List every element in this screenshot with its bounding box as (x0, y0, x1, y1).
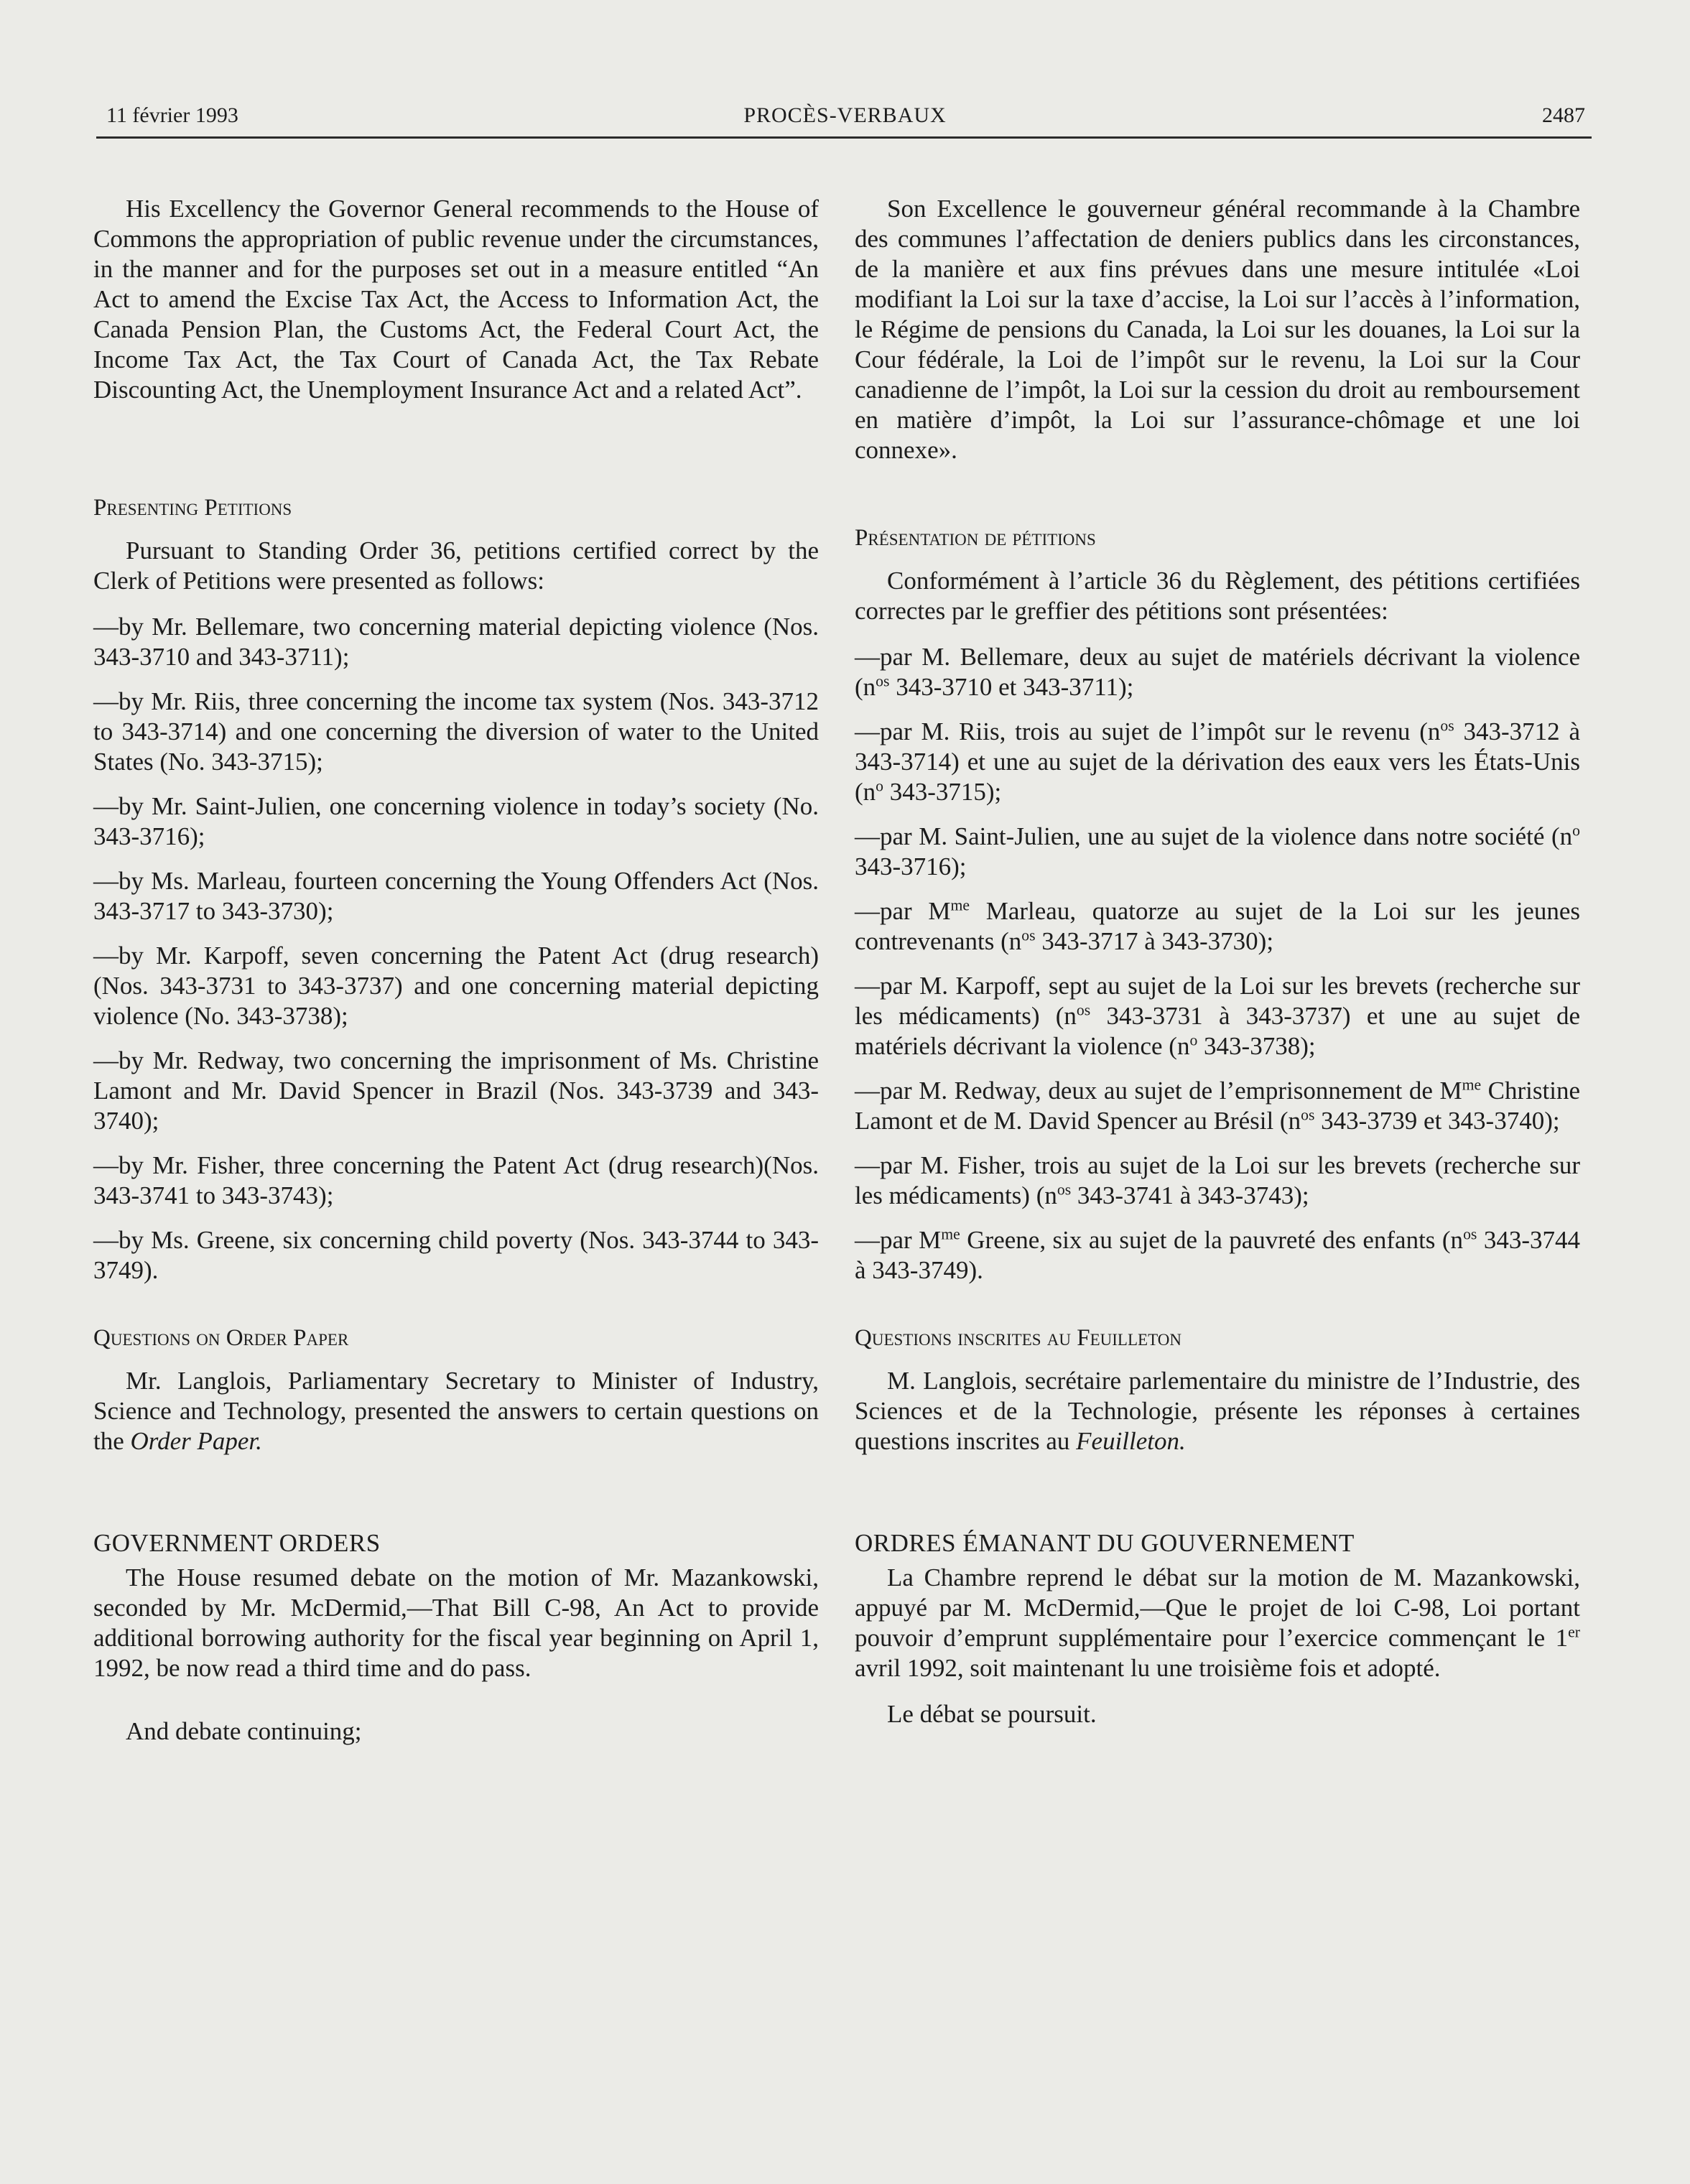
presenting-petitions-heading-fr: Présentation de pétitions (855, 525, 1096, 551)
petition-item-fr: —par M. Karpoff, sept au sujet de la Loi sur les brevets (recherche sur les médicaments) ($n^{os}$ 343-3731 à 343-3737) et une au sujet de matériels décrivant la violence ($n^o$ 343-3738); (855, 972, 1580, 1060)
petition-item: —by Ms. Marleau, fourteen concerning the Young Offenders Act (Nos. 343-3717 to 343-3730); (93, 867, 819, 925)
presenting-petitions-heading: Presenting Petitions (93, 495, 292, 521)
questions-heading: Questions on Order Paper (93, 1325, 349, 1351)
english-column (93, 194, 819, 1747)
government-orders-text: The House resumed debate on the motion of Mr. Mazankowski, seconded by Mr. McDermid,—That Bill C-98, An Act to provide additional borrowing authority for the fiscal year beginning on April 1, 1992, be now read a third time and do pass. (93, 1563, 819, 1682)
government-orders-heading: GOVERNMENT ORDERS (93, 1529, 381, 1557)
debate-continuing: And debate continuing; (126, 1717, 362, 1745)
royal-recommendation: His Excellency the Governor General recommends to the House of Commons the appropriation of public revenue under the circumstances, in the manner and for the purposes set out in a measure entitled “An Act to amend the Excise Tax Act, the Access to Information Act, the Canada Pension Plan, the Customs Act, the Federal Court Act, the Income Tax Act, the Tax Court of Canada Act, the Tax Rebate Discounting Act, the Unemployment Insurance Act and a related Act”. (93, 195, 819, 404)
petitions-intro-fr: Conformément à l’article 36 du Règlement, des pétitions certifiées correctes par le greffier des pétitions sont présentées: (855, 567, 1580, 625)
questions-text-fr: M. Langlois, secrétaire parlementaire du ministre de l’Industrie, des Sciences et de la Technologie, présente les réponses à certaines questions inscrites au Feuilleton. (855, 1367, 1580, 1455)
debate-continuing-fr: Le débat se poursuit. (887, 1700, 1097, 1728)
petition-item-fr: —par $M^{me}$ Greene, six au sujet de la pauvreté des enfants ($n^{os}$ 343-3744 à 343-3749). (855, 1225, 1580, 1284)
petition-item: —by Mr. Riis, three concerning the income tax system (Nos. 343-3712 to 343-3714) and one concerning the diversion of water to the United States (No. 343-3715); (93, 687, 819, 776)
questions-heading-fr: Questions inscrites au Feuilleton (855, 1325, 1181, 1351)
page-number: 2487 (1542, 103, 1585, 127)
petition-item: —by Mr. Karpoff, seven concerning the Patent Act (drug research)(Nos. 343-3731 to 343-3737) and one concerning material depicting violence (No. 343-3738); (93, 942, 819, 1030)
petition-item-fr: —par M. Riis, trois au sujet de l’impôt sur le revenu ($n^{os}$ 343-3712 à 343-3714) et une au sujet de la dérivation des eaux vers les États-Unis ($n^o$ 343-3715); (855, 717, 1580, 806)
government-orders-text-fr: La Chambre reprend le débat sur la motion de M. Mazankowski, appuyé par M. McDermid,—Que le projet de loi C-98, Loi portant pouvoir d’emprunt supplémentaire pour l’exercice commençant le 1er avril 1992, soit maintenant lu une troisième fois et adopté. (855, 1563, 1580, 1682)
questions-text: Mr. Langlois, Parliamentary Secretary to Minister of Industry, Science and Technology, presented the answers to certain questions on the Order Paper. (93, 1367, 819, 1455)
petition-item: —by Mr. Bellemare, two concerning material depicting violence (Nos. 343-3710 and 343-3711); (93, 613, 819, 671)
petition-item-fr: —par $M^{me}$ Marleau, quatorze au sujet de la Loi sur les jeunes contrevenants ($n^{os}$ 343-3717 à 343-3730); (855, 896, 1580, 955)
petition-item-fr: —par M. Bellemare, deux au sujet de matériels décrivant la violence ($n^{os}$ 343-3710 et 343-3711); (855, 643, 1580, 701)
header-date: 11 février 1993 (106, 103, 238, 127)
petition-item-fr: —par M. Saint-Julien, une au sujet de la violence dans notre société ($n^o$ 343-3716); (855, 822, 1580, 880)
french-column (855, 194, 1580, 1729)
petition-item: —by Mr. Redway, two concerning the imprisonment of Ms. Christine Lamont and Mr. David Spencer in Brazil (Nos. 343-3739 and 343-3740); (93, 1046, 819, 1135)
royal-recommendation-fr: Son Excellence le gouverneur général recommande à la Chambre des communes l’affectation de deniers publics dans les circonstances, de la manière et aux fins prévues dans une mesure intitulée «Loi modifiant la Loi sur la taxe d’accise, la Loi sur l’accès à l’information, le Régime de pensions du Canada, la Loi sur les douanes, la Loi sur la Cour fédérale, la Loi de l’impôt sur le revenu, la Loi sur la Cour canadienne de l’impôt, la Loi sur la cession du droit au remboursement en matière d’impôt, la Loi sur l’assurance-chômage et une loi connexe». (855, 195, 1580, 464)
petition-item: —by Mr. Fisher, three concerning the Patent Act (drug research)(Nos. 343-3741 to 343-3743); (93, 1151, 819, 1209)
petition-item-fr: —par M. Redway, deux au sujet de l’emprisonnement de $M^{me}$ Christine Lamont et de M. David Spencer au Brésil ($n^{os}$ 343-3739 et 343-3740); (855, 1076, 1581, 1135)
petition-item: —by Mr. Saint-Julien, one concerning violence in today’s society (No. 343-3716); (93, 792, 819, 850)
header-rule (96, 136, 1592, 139)
petition-item: —by Ms. Greene, six concerning child poverty (Nos. 343-3744 to 343-3749). (93, 1226, 819, 1284)
petitions-intro: Pursuant to Standing Order 36, petitions certified correct by the Clerk of Petitions were presented as follows: (93, 536, 819, 595)
running-title: PROCÈS-VERBAUX (743, 103, 947, 127)
petition-item-fr: —par M. Fisher, trois au sujet de la Loi sur les brevets (recherche sur les médicaments) ($n^{os}$ 343-3741 à 343-3743); (855, 1151, 1580, 1209)
government-orders-heading-fr: ORDRES ÉMANANT DU GOUVERNEMENT (855, 1529, 1355, 1557)
